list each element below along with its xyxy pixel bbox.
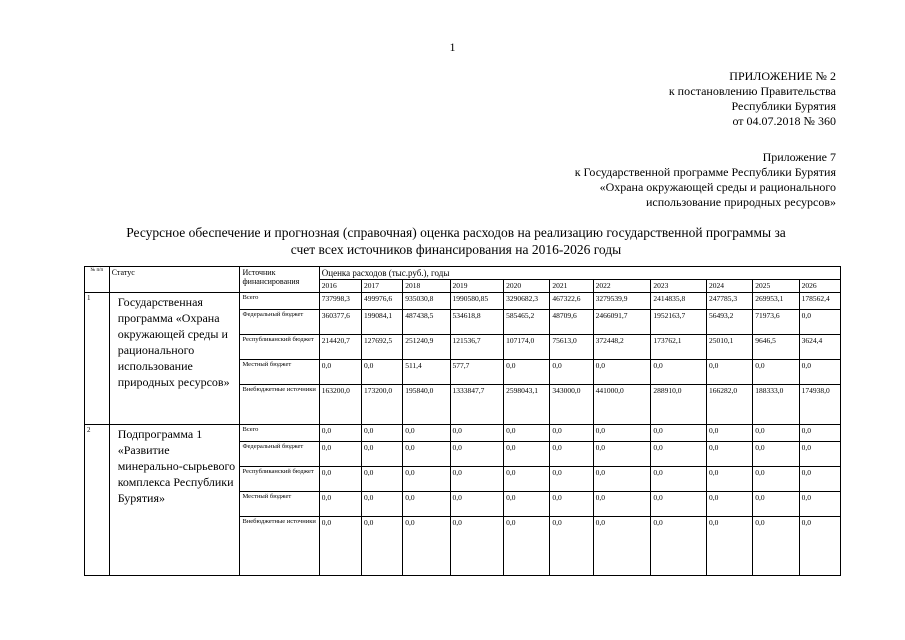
section-status: Государственная программа «Охрана окружающей среды и рационального использование природных ресурсов»	[109, 293, 240, 425]
title-line: Ресурсное обеспечение и прогнозная (справочная) оценка расходов на реализацию государственной программы за	[126, 225, 786, 240]
value-cell: 0,0	[450, 425, 504, 442]
year-header: 2022	[593, 280, 651, 293]
funding-source: Местный бюджет	[240, 492, 319, 517]
value-cell: 0,0	[319, 467, 361, 492]
value-cell: 25010,1	[706, 335, 752, 360]
value-cell: 9646,5	[753, 335, 799, 360]
value-cell: 0,0	[799, 442, 840, 467]
value-cell: 121536,7	[450, 335, 504, 360]
year-header: 2019	[450, 280, 504, 293]
value-cell: 199084,1	[362, 310, 403, 335]
year-header: 2016	[319, 280, 361, 293]
value-cell: 0,0	[651, 467, 707, 492]
year-header: 2018	[403, 280, 450, 293]
funding-source: Местный бюджет	[240, 360, 319, 385]
header-estimate: Оценка расходов (тыс.руб.), годы	[319, 267, 840, 280]
value-cell: 0,0	[799, 425, 840, 442]
header-status: Статус	[109, 267, 240, 293]
funding-source: Республиканский бюджет	[240, 335, 319, 360]
value-cell: 247785,3	[706, 293, 752, 310]
value-cell: 48709,6	[550, 310, 593, 335]
value-cell: 0,0	[550, 425, 593, 442]
value-cell: 0,0	[450, 467, 504, 492]
value-cell: 360377,6	[319, 310, 361, 335]
appendix-2-line: к постановлению Правительства	[668, 84, 836, 98]
value-cell: 0,0	[504, 492, 550, 517]
value-cell: 3624,4	[799, 335, 840, 360]
value-cell: 343000,0	[550, 385, 593, 425]
value-cell: 935030,8	[403, 293, 450, 310]
value-cell: 195840,0	[403, 385, 450, 425]
value-cell: 107174,0	[504, 335, 550, 360]
table-header	[85, 267, 841, 293]
value-cell: 0,0	[450, 492, 504, 517]
appendix-2-line: ПРИЛОЖЕНИЕ № 2	[729, 69, 836, 83]
value-cell: 441000,0	[593, 385, 651, 425]
value-cell: 75613,0	[550, 335, 593, 360]
value-cell: 173200,0	[362, 385, 403, 425]
value-cell: 0,0	[706, 442, 752, 467]
funding-source: Федеральный бюджет	[240, 442, 319, 467]
value-cell: 0,0	[319, 517, 361, 576]
value-cell: 0,0	[403, 442, 450, 467]
value-cell: 0,0	[753, 467, 799, 492]
value-cell: 0,0	[504, 467, 550, 492]
value-cell: 737998,3	[319, 293, 361, 310]
appendix-2-line: Республики Бурятия	[731, 99, 836, 113]
value-cell: 0,0	[753, 492, 799, 517]
value-cell: 0,0	[706, 425, 752, 442]
value-cell: 0,0	[799, 310, 840, 335]
value-cell: 0,0	[651, 425, 707, 442]
value-cell: 214420,7	[319, 335, 361, 360]
value-cell: 178562,4	[799, 293, 840, 310]
value-cell: 0,0	[362, 360, 403, 385]
year-header: 2025	[753, 280, 799, 293]
value-cell: 0,0	[799, 517, 840, 576]
funding-source: Федеральный бюджет	[240, 310, 319, 335]
funding-source: Внебюджетные источники	[240, 385, 319, 425]
header-num: № п/п	[85, 267, 110, 293]
value-cell: 499976,6	[362, 293, 403, 310]
value-cell: 0,0	[504, 425, 550, 442]
value-cell: 0,0	[799, 360, 840, 385]
year-header: 2021	[550, 280, 593, 293]
value-cell: 0,0	[593, 517, 651, 576]
value-cell: 0,0	[319, 492, 361, 517]
value-cell: 0,0	[593, 360, 651, 385]
value-cell: 0,0	[706, 517, 752, 576]
value-cell: 2598043,1	[504, 385, 550, 425]
value-cell: 0,0	[504, 360, 550, 385]
value-cell: 511,4	[403, 360, 450, 385]
table-row	[85, 293, 841, 310]
appendix-7-line: Приложение 7	[762, 150, 836, 164]
value-cell: 0,0	[362, 442, 403, 467]
value-cell: 0,0	[362, 425, 403, 442]
title-line: счет всех источников финансирования на 2016-2026 годы	[290, 242, 622, 257]
appendix-2-header	[669, 69, 836, 129]
section-status: Подпрограмма 1 «Развитие минерально-сырьевого комплекса Республики Бурятия»	[109, 425, 240, 576]
value-cell: 163200,0	[319, 385, 361, 425]
value-cell: 0,0	[753, 517, 799, 576]
value-cell: 467322,6	[550, 293, 593, 310]
value-cell: 0,0	[403, 492, 450, 517]
value-cell: 0,0	[593, 425, 651, 442]
value-cell: 1990580,85	[450, 293, 504, 310]
section-number: 2	[85, 425, 110, 576]
value-cell: 269953,1	[753, 293, 799, 310]
value-cell: 577,7	[450, 360, 504, 385]
value-cell: 56493,2	[706, 310, 752, 335]
value-cell: 0,0	[550, 517, 593, 576]
value-cell: 2414835,8	[651, 293, 707, 310]
funding-source: Всего	[240, 425, 319, 442]
year-header: 2017	[362, 280, 403, 293]
value-cell: 0,0	[593, 467, 651, 492]
value-cell: 166282,0	[706, 385, 752, 425]
value-cell: 0,0	[753, 360, 799, 385]
value-cell: 0,0	[504, 517, 550, 576]
value-cell: 0,0	[362, 492, 403, 517]
value-cell: 0,0	[362, 467, 403, 492]
header-source: Источник финансирования	[240, 267, 319, 293]
value-cell: 174938,0	[799, 385, 840, 425]
value-cell: 0,0	[753, 425, 799, 442]
value-cell: 0,0	[651, 442, 707, 467]
value-cell: 3290682,3	[504, 293, 550, 310]
appendix-7-header	[575, 150, 836, 210]
year-header: 2023	[651, 280, 707, 293]
value-cell: 0,0	[651, 517, 707, 576]
value-cell: 0,0	[706, 492, 752, 517]
value-cell: 487438,5	[403, 310, 450, 335]
value-cell: 0,0	[403, 517, 450, 576]
value-cell: 585465,2	[504, 310, 550, 335]
value-cell: 0,0	[593, 442, 651, 467]
funding-source: Республиканский бюджет	[240, 467, 319, 492]
value-cell: 0,0	[319, 360, 361, 385]
value-cell: 71973,6	[753, 310, 799, 335]
value-cell: 0,0	[362, 517, 403, 576]
page-number: 1	[449, 40, 456, 54]
table-body	[85, 293, 841, 576]
value-cell: 0,0	[403, 467, 450, 492]
value-cell: 0,0	[550, 442, 593, 467]
value-cell: 0,0	[403, 425, 450, 442]
value-cell: 0,0	[319, 425, 361, 442]
value-cell: 288910,0	[651, 385, 707, 425]
document-title	[80, 224, 832, 258]
value-cell: 0,0	[550, 360, 593, 385]
value-cell: 2466091,7	[593, 310, 651, 335]
value-cell: 0,0	[799, 467, 840, 492]
value-cell: 0,0	[504, 442, 550, 467]
funding-source: Всего	[240, 293, 319, 310]
value-cell: 0,0	[550, 492, 593, 517]
appendix-2-line: от 04.07.2018 № 360	[732, 114, 836, 128]
value-cell: 0,0	[651, 360, 707, 385]
value-cell: 3279539,9	[593, 293, 651, 310]
value-cell: 1333847,7	[450, 385, 504, 425]
value-cell: 0,0	[450, 442, 504, 467]
value-cell: 0,0	[651, 492, 707, 517]
value-cell: 0,0	[319, 442, 361, 467]
value-cell: 534618,8	[450, 310, 504, 335]
section-number: 1	[85, 293, 110, 425]
value-cell: 372448,2	[593, 335, 651, 360]
value-cell: 0,0	[450, 517, 504, 576]
value-cell: 127692,5	[362, 335, 403, 360]
appendix-7-line: к Государственной программе Республики Бурятия	[574, 165, 836, 179]
value-cell: 1952163,7	[651, 310, 707, 335]
year-header: 2024	[706, 280, 752, 293]
value-cell: 0,0	[706, 467, 752, 492]
value-cell: 0,0	[706, 360, 752, 385]
appendix-7-line: использование природных ресурсов»	[645, 195, 836, 209]
year-header: 2026	[799, 280, 840, 293]
appendix-7-line: «Охрана окружающей среды и рационального	[599, 180, 836, 194]
funding-source: Внебюджетные источники	[240, 517, 319, 576]
value-cell: 0,0	[753, 442, 799, 467]
year-header: 2020	[504, 280, 550, 293]
value-cell: 0,0	[550, 467, 593, 492]
value-cell: 251240,9	[403, 335, 450, 360]
value-cell: 188333,0	[753, 385, 799, 425]
resource-table	[84, 266, 841, 576]
value-cell: 0,0	[799, 492, 840, 517]
value-cell: 0,0	[593, 492, 651, 517]
table-row	[85, 425, 841, 442]
value-cell: 173762,1	[651, 335, 707, 360]
